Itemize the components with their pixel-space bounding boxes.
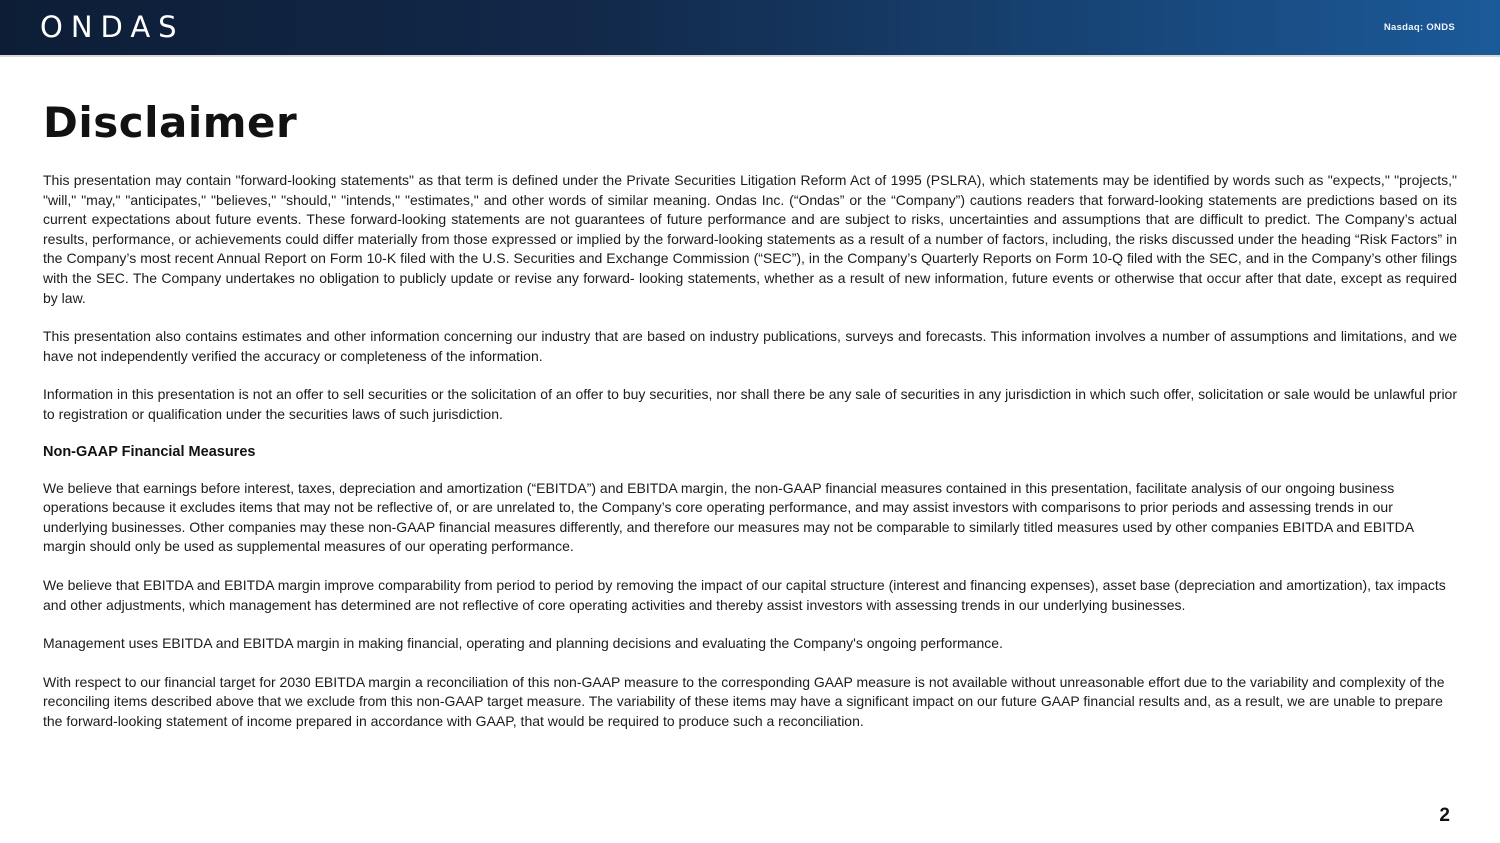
ebitda-comparability-paragraph: We believe that EBITDA and EBITDA margin improve comparability from period to period by removing the impact of our capital structure (interest and financing expenses), asset base (depreciation and amortization), tax impacts and other adjustments, which management has determined are not reflective of core operating activities and thereby assist investors with assessing trends in our underlying businesses. (43, 577, 1446, 613)
ondas-logo: ONDAS (40, 10, 185, 44)
header-bar (0, 0, 1500, 57)
industry-estimates-paragraph: This presentation also contains estimates and other information concerning our industry that are based on industry publications, surveys and forecasts. This information involves a number of assumptions and limitations, and we have not independently verified the accuracy or completeness of the information. (43, 328, 1457, 364)
ebitda-definition-paragraph: We believe that earnings before interest, taxes, depreciation and amortization (“EBITDA”) and EBITDA margin, the non-GAAP financial measures contained in this presentation, facilitate analysis of our ongoing business operations because it excludes items that may not be reflective of, or are unrelated to, the Company’s core operating performance, and may assist investors with comparisons to prior periods and assessing trends in our underlying businesses. Other companies may these non-GAAP financial measures differently, and therefore our measures may not be comparable to similarly titled measures used by other companies EBITDA and EBITDA margin should only be used as supplemental measures of our operating performance. (43, 479, 1414, 555)
forward-looking-statements-paragraph: This presentation may contain "forward-looking statements" as that term is defined under the Private Securities Litigation Reform Act of 1995 (PSLRA), which statements may be identified by words such as "expects," "projects," "will," "may," "anticipates," "believes," "should," "intends," "estimates," and other words of similar meaning. Ondas Inc. (“Ondas” or the “Company”) cautions readers that forward-looking statements are predictions based on its current expectations about future events. These forward-looking statements are not guarantees of future performance and are subject to risks, uncertainties and assumptions that are difficult to predict. The Company’s actual results, performance, or achievements could differ materially from those expressed or implied by the forward-looking statements as a result of a number of factors, including, the risks discussed under the heading “Risk Factors” in the Company’s most recent Annual Report on Form 10-K filed with the U.S. Securities and Exchange Commission (“SEC”), in the Company’s Quarterly Reports on Form 10-Q filed with the SEC, and in the Company’s other filings with the SEC. The Company undertakes no obligation to publicly update or revise any forward- looking statements, whether as a result of new information, future events or otherwise that occur after that date, except as required by law. (43, 172, 1457, 306)
no-offer-paragraph: Information in this presentation is not an offer to sell securities or the solicitation of an offer to buy securities, nor shall there be any sale of securities in any jurisdiction in which such offer, solicitation or sale would be unlawful prior to registration or qualification under the securities laws of such jurisdiction. (43, 386, 1457, 423)
page-title: Disclaimer (43, 98, 298, 147)
reconciliation-paragraph: With respect to our financial target for 2030 EBITDA margin a reconciliation of this non-GAAP measure to the corresponding GAAP measure is not available without unreasonable effort due to the variability and complexity of the reconciling items described above that we exclude from this non-GAAP target measure. The variability of these items may have a significant impact on our future GAAP financial results and, as a result, we are unable to prepare the forward-looking statement of income prepared in accordance with GAAP, that would be required to produce such a reconciliation. (43, 673, 1445, 729)
page-number: 2 (1439, 805, 1450, 826)
non-gaap-heading: Non-GAAP Financial Measures (43, 443, 256, 460)
slide-body (0, 57, 1500, 826)
management-use-paragraph: Management uses EBITDA and EBITDA margin in making financial, operating and planning decisions and evaluating the Company's ongoing performance. (43, 635, 1003, 652)
nasdaq-ticker-label: Nasdaq: ONDS (1383, 22, 1455, 33)
